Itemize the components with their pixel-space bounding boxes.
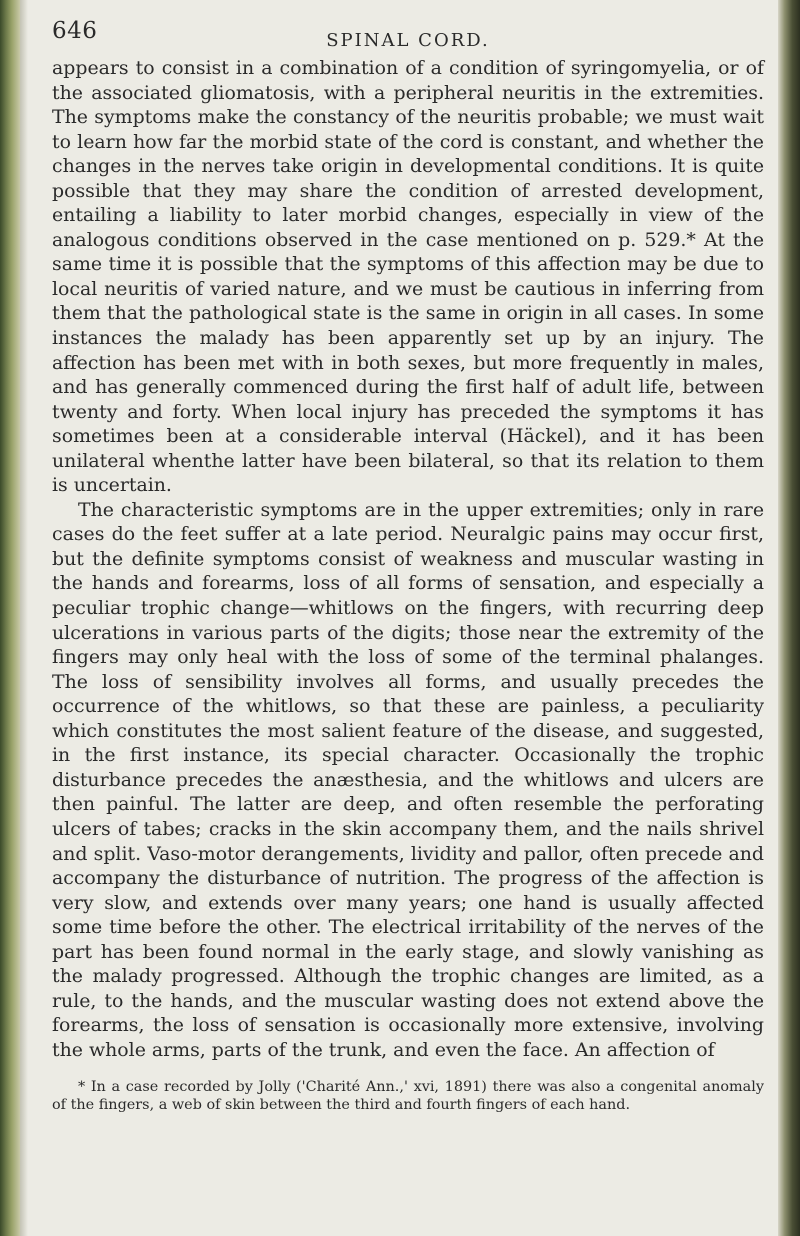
page-number: 646	[52, 18, 98, 44]
book-edge-right	[778, 0, 800, 1236]
page-header	[52, 18, 764, 56]
paragraph: The characteristic symptoms are in the upper extremities; only in rare cases do the feet suffer at a late period. Neuralgic pains may occur first, but the definite symptoms consist of weakness and muscular wasting in the hands and forearms, loss of all forms of sensation, and especially a peculiar trophic change—whitlows on the fingers, with recurring deep ulcerations in various parts of the digits; those near the extremity of the fingers may only heal with the loss of some of the terminal phalanges. The loss of sensibility involves all forms, and usually precedes the occurrence of the whitlows, so that these are painless, a peculiarity which constitutes the most salient feature of the disease, and suggested, in the first instance, its special character. Occasionally the trophic disturbance precedes the anæsthesia, and the whitlows and ulcers are then painful. The latter are deep, and often resemble the perforating ulcers of tabes; cracks in the skin accompany them, and the nails shrivel and split. Vaso-motor derangements, lividity and pallor, often precede and accompany the disturbance of nutrition. The progress of the affection is very slow, and extends over many years; one hand is usually affected some time before the other. The electrical irritability of the nerves of the part has been found normal in the early stage, and slowly vanishing as the malady progressed. Although the trophic changes are limited, as a rule, to the hands, and the muscular wasting does not extend above the forearms, the loss of sensation is occasionally more extensive, involving the whole arms, parts of the trunk, and even the face. An affection of	[52, 498, 764, 1061]
running-head: SPINAL CORD.	[326, 30, 490, 51]
book-page	[52, 18, 764, 1114]
body-text	[52, 56, 764, 1062]
footnote: * In a case recorded by Jolly ('Charité Ann.,' xvi, 1891) there was also a congenital anomaly of the fingers, a web of skin between the third and fourth fingers of each hand.	[52, 1079, 764, 1114]
book-binding-left	[0, 0, 20, 1236]
paragraph: appears to consist in a combination of a condition of syringomyelia, or of the associated gliomatosis, with a peripheral neuritis in the extremities. The symptoms make the constancy of the neuritis probable; we must wait to learn how far the morbid state of the cord is constant, and whether the changes in the nerves take origin in developmental conditions. It is quite possible that they may share the condition of arrested development, entailing a liability to later morbid changes, especially in view of the analogous conditions observed in the case mentioned on p. 529.* At the same time it is possible that the symptoms of this affection may be due to local neuritis of varied nature, and we must be cautious in inferring from them that the pathological state is the same in origin in all cases. In some instances the malady has been apparently set up by an injury. The affection has been met with in both sexes, but more frequently in males, and has generally commenced during the first half of adult life, between twenty and forty. When local injury has preceded the symptoms it has sometimes been at a considerable interval (Häckel), and it has been unilateral whenthe latter have been bilateral, so that its relation to them is uncertain.	[52, 57, 764, 497]
